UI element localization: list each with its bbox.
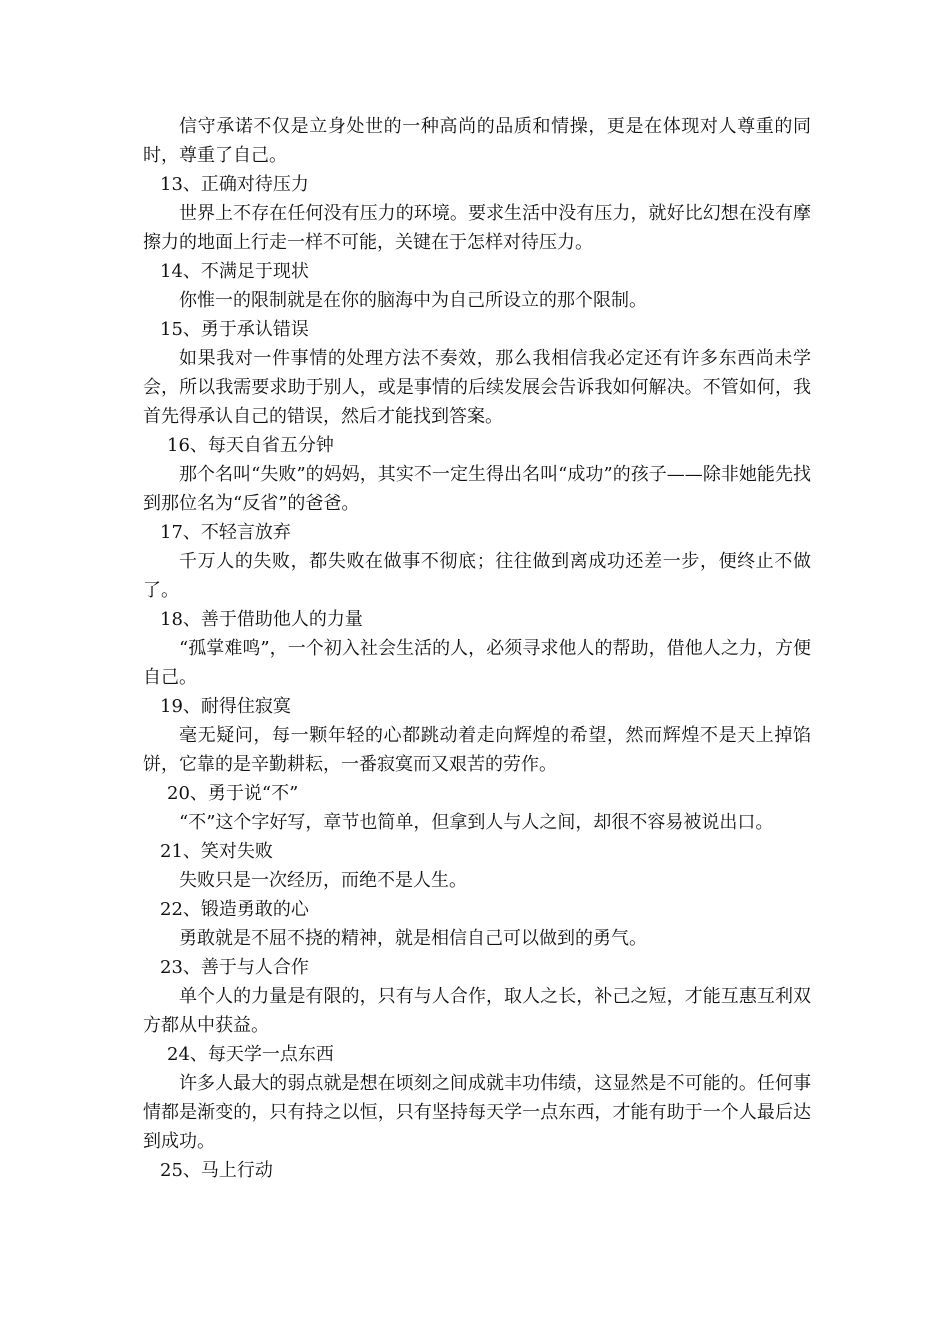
- paragraph: 单个人的力量是有限的，只有与人合作，取人之长，补己之短，才能互惠互利双方都从中获益。: [143, 986, 811, 1036]
- paragraph: 千万人的失败，都失败在做事不彻底；往往做到离成功还差一步，便终止不做了。: [143, 551, 811, 601]
- section-heading: 15、勇于承认错误: [160, 319, 309, 340]
- paragraph: 世界上不存在任何没有压力的环境。要求生活中没有压力，就好比幻想在没有摩擦力的地面上行走一样不可能，关键在于怎样对待压力。: [143, 203, 811, 253]
- section-heading: 14、不满足于现状: [160, 261, 309, 282]
- section-heading: 13、正确对待压力: [160, 174, 309, 195]
- paragraph: 那个名叫“失败”的妈妈，其实不一定生得出名叫“成功”的孩子——除非她能先找到那位名为“反省”的爸爸。: [143, 464, 811, 514]
- section-heading: 25、马上行动: [160, 1160, 273, 1181]
- section-heading: 17、不轻言放弃: [160, 522, 291, 543]
- section-heading: 18、善于借助他人的力量: [160, 609, 363, 630]
- paragraph: 毫无疑问，每一颗年轻的心都跳动着走向辉煌的希望，然而辉煌不是天上掉馅饼，它靠的是辛勤耕耘，一番寂寞而又艰苦的劳作。: [143, 725, 811, 775]
- paragraph: “不”这个字好写，章节也简单，但拿到人与人之间，却很不容易被说出口。: [179, 812, 774, 833]
- paragraph: 许多人最大的弱点就是想在顷刻之间成就丰功伟绩，这显然是不可能的。任何事情都是渐变的，只有持之以恒，只有坚持每天学一点东西，才能有助于一个人最后达到成功。: [143, 1073, 811, 1152]
- section-heading: 22、锻造勇敢的心: [160, 899, 309, 920]
- paragraph: 勇敢就是不屈不挠的精神，就是相信自己可以做到的勇气。: [179, 928, 647, 949]
- paragraph: 失败只是一次经历，而绝不是人生。: [179, 870, 467, 891]
- paragraph: “孤掌难鸣”，一个初入社会生活的人，必须寻求他人的帮助，借他人之力，方便自己。: [143, 638, 811, 688]
- paragraph: 信守承诺不仅是立身处世的一种高尚的品质和情操，更是在体现对人尊重的同时，尊重了自己。: [143, 116, 811, 166]
- section-heading: 24、每天学一点东西: [167, 1044, 334, 1065]
- section-heading: 21、笑对失败: [160, 841, 273, 862]
- section-heading: 23、善于与人合作: [160, 957, 309, 978]
- section-heading: 16、每天自省五分钟: [167, 435, 334, 456]
- section-heading: 19、耐得住寂寞: [160, 696, 291, 717]
- paragraph: 你惟一的限制就是在你的脑海中为自己所设立的那个限制。: [179, 290, 647, 311]
- section-heading: 20、勇于说“不”: [167, 783, 299, 804]
- paragraph: 如果我对一件事情的处理方法不奏效，那么我相信我必定还有许多东西尚未学会，所以我需要求助于别人，或是事情的后续发展会告诉我如何解决。不管如何，我首先得承认自己的错误，然后才能找到答案。: [143, 348, 811, 427]
